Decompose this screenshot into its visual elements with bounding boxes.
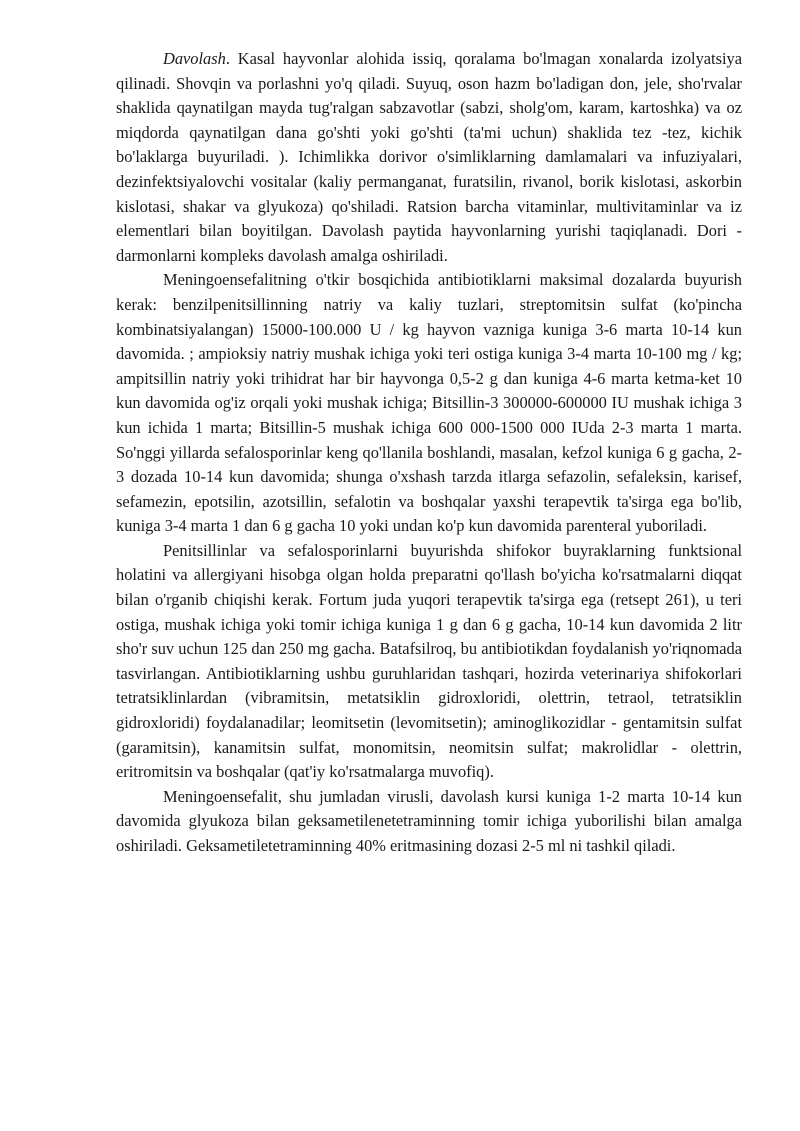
paragraph-penicillins xyxy=(116,539,742,785)
document-page xyxy=(116,47,742,859)
paragraph-text: Meningoensefalitning o'tkir bosqichida antibiotiklarni maksimal dozalarda buyurish kerak: benzilpenitsillinning natriy va kaliy tuzlari, streptomitsin sulfat (ko'pincha kombinatsiyalangan) 15000-100.000 U / kg hayvon vazniga kuniga 3-6 marta 10-14 kun davomida. ; ampioksiy natriy mushak ichiga yoki teri ostiga kuniga 3-4 marta 10-100 mg / kg; ampitsillin natriy yoki trihidrat har bir hayvonga 0,5-2 g dan kuniga 4-6 marta ketma-ket 10 kun davomida og'iz orqali yoki mushak ichiga; Bitsillin-3 300000-600000 IU mushak ichiga 3 kun ichida 1 marta; Bitsillin-5 mushak ichiga 600 000-1500 000 IUda 2-3 marta 1 marta. So'nggi yillarda sefalosporinlar keng qo'llanila boshlandi, masalan, kefzol kuniga 6 g gacha, 2-3 dozada 10-14 kun davomida; shunga o'xshash tarzda itlarga sefazolin, sefaleksin, karisef, sefamezin, epotsilin, azotsillin, sefalotin va boshqalar yaxshi terapevtik ta'sirga ega bo'lib, kuniga 3-4 marta 1 dan 6 g gacha 10 yoki undan ko'p kun davomida parenteral yuboriladi. xyxy=(116,270,742,536)
paragraph-text: Penitsillinlar va sefalosporinlarni buyurishda shifokor buyraklarning funktsional holatini va allergiyani hisobga olgan holda preparatni qo'llash bo'yicha ko'rsatmalarni diqqat bilan o'rganib chiqishi kerak. Fortum juda yuqori terapevtik ta'sirga ega (retsept 261), u teri ostiga, mushak ichiga yoki tomir ichiga kuniga 1 g dan 6 g gacha, 10-14 kun davomida 2 litr sho'r suv uchun 125 dan 250 mg gacha. Batafsilroq, bu antibiotikdan foydalanish yo'riqnomada tasvirlangan. Antibiotiklarning ushbu guruhlaridan tashqari, hozirda veterinariya shifokorlari tetratsiklinlardan (vibramitsin, metatsiklin gidroxloridi, olettrin, tetraol, tetratsiklin gidroxloridi) foydalanadilar; leomitsetin (levomitsetin); aminoglikozidlar - gentamitsin sulfat (garamitsin), kanamitsin sulfat, monomitsin, neomitsin sulfat; makrolidlar - olettrin, eritromitsin va boshqalar (qat'iy ko'rsatmalarga muvofiq). xyxy=(116,540,742,782)
paragraph-treatment-course xyxy=(116,785,742,859)
treatment-heading: Davolash xyxy=(163,49,226,68)
paragraph-treatment xyxy=(116,47,742,268)
paragraph-text: . Kasal hayvonlar alohida issiq, qoralama bo'lmagan xonalarda izolyatsiya qilinadi. Shovqin va porlashni yo'q qiladi. Suyuq, oson hazm bo'ladigan don, jele, sho'rvalar shaklida qaynatilgan mayda tug'ralgan sabzavotlar (sabzi, sholg'om, karam, kartoshka) va oz miqdorda qaynatilgan dana go'shti yoki go'shti (ta'mi uchun) shaklida tez -tez, kichik bo'laklarga buyuriladi. ). Ichimlikka dorivor o'simliklarning damlamalari va infuziyalari, dezinfektsiyalovchi vositalar (kaliy permanganat, furatsilin, rivanol, borik kislotasi, askorbin kislotasi, shakar va glyukoza) qo'shiladi. Ratsion barcha vitaminlar, multivitaminlar va iz elementlari bilan boyitilgan. Davolash paytida hayvonlarning yurishi taqiqlanadi. Dori -darmonlarni kompleks davolash amalga oshiriladi. xyxy=(116,49,742,265)
paragraph-text: Meningoensefalit, shu jumladan virusli, davolash kursi kuniga 1-2 marta 10-14 kun davomida glyukoza bilan geksametilenetetraminning tomir ichiga yuborilishi bilan amalga oshiriladi. Geksametiletetraminning 40% eritmasining dozasi 2-5 ml ni tashkil qiladi. xyxy=(116,786,742,855)
paragraph-antibiotics xyxy=(116,268,742,539)
